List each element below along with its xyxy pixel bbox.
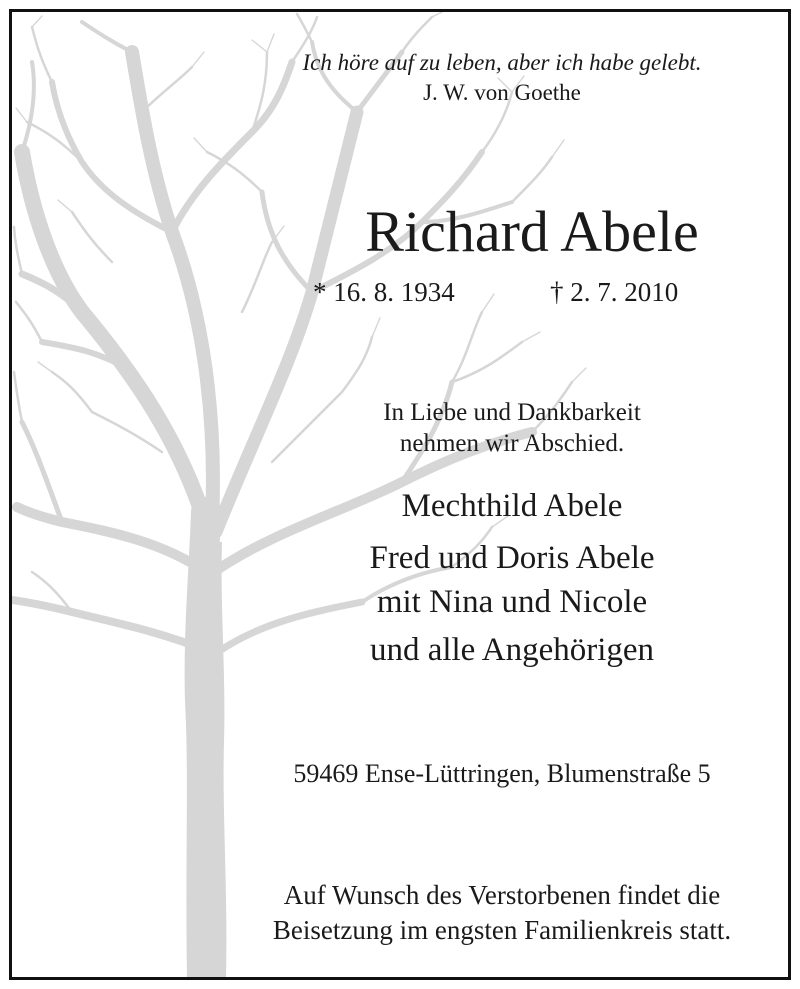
birth-date: * 16. 8. 1934 bbox=[313, 277, 455, 307]
funeral-note-line-1: Auf Wunsch des Verstorbenen findet die bbox=[283, 880, 721, 910]
family-member: mit Nina und Nicole bbox=[376, 584, 648, 620]
thanks-line-1: In Liebe und Dankbarkeit bbox=[383, 399, 641, 426]
obituary-notice bbox=[9, 9, 791, 980]
address: 59469 Ense-Lüttringen, Blumenstraße 5 bbox=[293, 759, 711, 788]
quote: Ich höre auf zu leben, aber ich habe gelebt. bbox=[302, 50, 702, 75]
family-member: Fred und Doris Abele bbox=[369, 540, 655, 576]
thanks-line-2: nehmen wir Abschied. bbox=[399, 430, 625, 457]
quote-author: J. W. von Goethe bbox=[423, 80, 581, 105]
death-date: † 2. 7. 2010 bbox=[550, 277, 679, 307]
family-member: Mechthild Abele bbox=[401, 488, 623, 524]
deceased-name: Richard Abele bbox=[365, 199, 699, 264]
funeral-note-line-2: Beisetzung im engsten Familienkreis statt. bbox=[272, 915, 732, 945]
family-member: und alle Angehörigen bbox=[369, 632, 655, 668]
